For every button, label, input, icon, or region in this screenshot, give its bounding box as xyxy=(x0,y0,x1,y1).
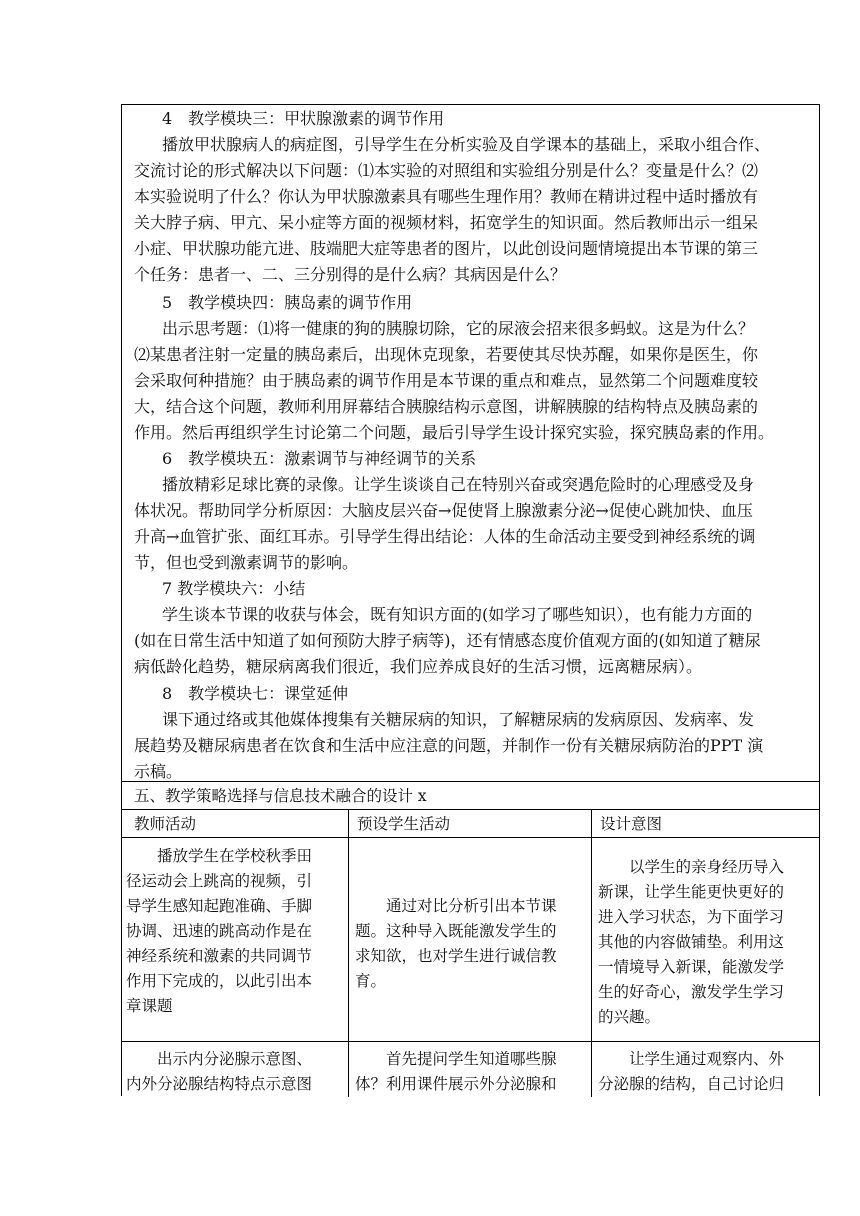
column-divider xyxy=(591,810,592,1097)
module-7-heading: 8 教学模块七：课堂延伸 xyxy=(162,684,349,703)
table-header-row xyxy=(122,810,819,838)
row1-teacher-activity-line: 径运动会上跳高的视频，引 xyxy=(126,872,313,890)
row1-student-activity-line: 求知欲，也对学生进行诚信教 xyxy=(355,947,557,965)
row2-teacher-activity-line: 内外分泌腺结构特点示意图 xyxy=(126,1075,313,1093)
paragraph-line: 会采取何种措施？由于胰岛素的调节作用是本节课的重点和难点，显然第二个问题难度较 xyxy=(134,371,759,390)
paragraph-line: 展趋势及糖尿病患者在饮食和生活中应注意的问题，并制作一份有关糖尿病防治的PPT 演 xyxy=(134,736,764,755)
row2-student-activity-line: 体？利用课件展示外分泌腺和 xyxy=(355,1075,557,1093)
row1-teacher-activity-line: 神经系统和激素的共同调节 xyxy=(126,947,313,965)
module-4-heading: 5 教学模块四：胰岛素的调节作用 xyxy=(162,293,413,312)
paragraph-line: 交流讨论的形式解决以下问题：⑴本实验的对照组和实验组分别是什么？变量是什么？⑵ xyxy=(134,161,759,180)
row1-teacher-activity-line: 播放学生在学校秋季田 xyxy=(126,847,313,865)
row1-student-activity-line: 育。 xyxy=(355,972,387,990)
row2-teacher-activity-line: 出示内分泌腺示意图、 xyxy=(126,1050,313,1068)
paragraph-line: 体状况。帮助同学分析原因：大脑皮层兴奋→促使肾上腺激素分泌→促使心跳加快、血压 xyxy=(134,501,753,520)
header-teacher-activity: 教师活动 xyxy=(134,815,197,833)
row1-design-intent-line: 一情境导入新课，能激发学 xyxy=(598,958,785,976)
row1-student-activity-line: 通过对比分析引出本节课 xyxy=(355,897,557,915)
row1-design-intent-line: 生的好奇心，激发学生学习 xyxy=(598,983,785,1001)
paragraph-line: 播放精彩足球比赛的录像。让学生谈谈自己在特别兴奋或突遇危险时的心理感受及身 xyxy=(162,475,755,494)
row1-design-intent-line: 进入学习状态，为下面学习 xyxy=(598,908,785,926)
row1-teacher-activity-line: 协调、迅速的跳高动作是在 xyxy=(126,922,313,940)
row2-design-intent-line: 分泌腺的结构，自己讨论归 xyxy=(598,1075,785,1093)
row1-teacher-activity-line: 章课题 xyxy=(126,997,173,1015)
column-divider xyxy=(348,810,349,1097)
header-student-activity: 预设学生活动 xyxy=(357,815,451,833)
paragraph-line: 大，结合这个问题，教师利用屏幕结合胰腺结构示意图，讲解胰腺的结构特点及胰岛素的 xyxy=(134,397,759,416)
module-3-heading: 4 教学模块三：甲状腺激素的调节作用 xyxy=(162,109,445,128)
paragraph-line: 课下通过络或其他媒体搜集有关糖尿病的知识，了解糖尿病的发病原因、发病率、发 xyxy=(162,710,755,729)
paragraph-line: 节，但也受到激素调节的影响。 xyxy=(134,553,359,572)
paragraph-line: (如在日常生活中知道了如何预防大脖子病等)，还有情感态度价值观方面的(如知道了糖尿 xyxy=(134,631,761,650)
paragraph-line: 学生谈本节课的收获与体会，既有知识方面的(如学习了哪些知识），也有能力方面的 xyxy=(162,605,753,624)
header-design-intent: 设计意图 xyxy=(600,815,663,833)
paragraph-line: 播放甲状腺病人的病症图，引导学生在分析实验及自学课本的基础上，采取小组合作、 xyxy=(162,135,771,154)
paragraph-line: 个任务：患者一、二、三分别得的是什么病？其病因是什么？ xyxy=(134,265,567,284)
module-5-heading: 6 教学模块五：激素调节与神经调节的关系 xyxy=(162,449,477,468)
row1-teacher-activity-line: 导学生感知起跑准确、手脚 xyxy=(126,897,313,915)
row1-design-intent-line: 的兴趣。 xyxy=(598,1008,661,1026)
row1-design-intent-line: 以学生的亲身经历导入 xyxy=(598,858,785,876)
paragraph-line: 示稿。 xyxy=(134,762,183,781)
document-frame xyxy=(121,104,820,1096)
paragraph-line: 小症、甲状腺功能亢进、肢端肥大症等患者的图片，以此创设问题情境提出本节课的第三 xyxy=(134,239,759,258)
strategy-table-title: 五、教学策略选择与信息技术融合的设计 x xyxy=(122,782,819,810)
paragraph-line: 作用。然后再组织学生讨论第二个问题，最后引导学生设计探究实验，探究胰岛素的作用。 xyxy=(134,423,775,442)
paragraph-line: ⑵某患者注射一定量的胰岛素后，出现休克现象，若要使其尽快苏醒，如果你是医生，你 xyxy=(134,345,759,364)
paragraph-line: 关大脖子病、甲亢、呆小症等方面的视频材料，拓宽学生的知识面。然后教师出示一组呆 xyxy=(134,213,759,232)
paragraph-line: 出示思考题：⑴将一健康的狗的胰腺切除，它的尿液会招来很多蚂蚁。这是为什么？ xyxy=(162,319,755,338)
row2-student-activity-line: 首先提问学生知道哪些腺 xyxy=(355,1050,557,1068)
row1-design-intent-line: 新课，让学生能更快更好的 xyxy=(598,883,785,901)
row1-student-activity-line: 题。这种导入既能激发学生的 xyxy=(355,922,557,940)
paragraph-line: 升高→血管扩张、面红耳赤。引导学生得出结论：人体的生命活动主要受到神经系统的调 xyxy=(134,527,756,546)
paragraph-line: 病低龄化趋势，糖尿病离我们很近，我们应养成良好的生活习惯，远离糖尿病）。 xyxy=(134,657,703,676)
row-divider xyxy=(122,1041,819,1042)
teaching-process-section xyxy=(122,105,819,782)
paragraph-line: 本实验说明了什么？你认为甲状腺激素具有哪些生理作用？教师在精讲过程中适时播放有 xyxy=(134,187,759,206)
row1-teacher-activity-line: 作用下完成的，以此引出本 xyxy=(126,972,313,990)
row1-design-intent-line: 其他的内容做铺垫。利用这 xyxy=(598,933,785,951)
row2-design-intent-line: 让学生通过观察内、外 xyxy=(598,1050,785,1068)
module-6-heading: 7 教学模块六：小结 xyxy=(162,579,306,598)
